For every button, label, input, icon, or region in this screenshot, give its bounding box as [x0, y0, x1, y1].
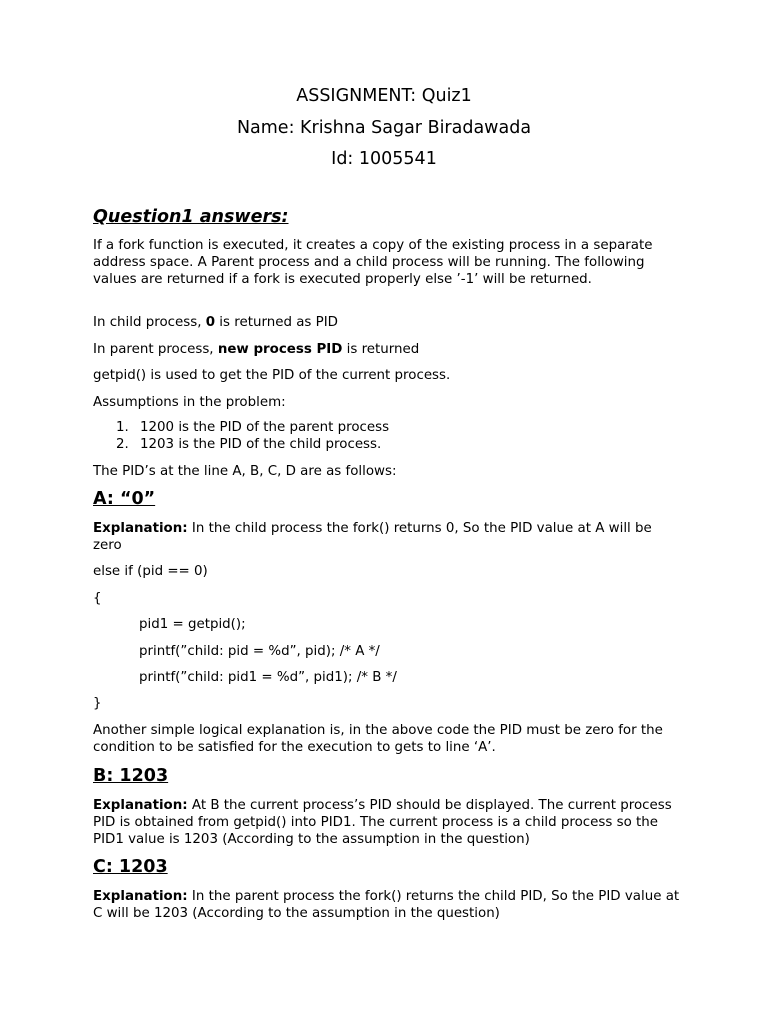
assignment-title: ASSIGNMENT: Quiz1: [296, 86, 472, 106]
child-process-line: [93, 314, 683, 331]
question1-heading: Question1 answers:: [93, 207, 289, 227]
assumptions-title: Assumptions in the problem:: [93, 395, 286, 410]
parent-suffix: is returned: [342, 342, 420, 357]
explanation-label: Explanation:: [93, 889, 188, 904]
answer-c-explanation: [93, 888, 683, 922]
code-line: else if (pid == 0): [93, 564, 208, 579]
child-suffix: is returned as PID: [215, 315, 338, 330]
code-line: pid1 = getpid();: [139, 617, 246, 632]
getpid-line: getpid() is used to get the PID of the current process.: [93, 368, 451, 383]
child-prefix: In child process,: [93, 315, 206, 330]
student-id: Id: 1005541: [331, 149, 437, 169]
explanation-text: In the child process the fork() returns 0, So the PID value at A will be zero: [93, 521, 652, 553]
parent-prefix: In parent process,: [93, 342, 218, 357]
child-bold: 0: [205, 315, 216, 330]
code-line: printf(”child: pid1 = %d”, pid1); /* B */: [139, 670, 397, 685]
answer-b-heading: B: 1203: [93, 766, 169, 786]
list-item-number: 2.: [116, 437, 129, 452]
logical-explanation: Another simple logical explanation is, in the above code the PID must be zero for the condition to be satisfied for the execution to gets to line ‘A’.: [93, 723, 663, 755]
explanation-text: At B the current process’s PID should be displayed. The current process PID is obtained from getpid() into PID1. The current process is a child process so the PID1 value is 1203 (According to the assumption in the question): [93, 798, 672, 847]
intro-paragraph: If a fork function is executed, it creates a copy of the existing process in a separate address space. A Parent process and a child process will be running. The following values are returned if a fork is executed properly else ’-1’ will be returned.: [93, 238, 653, 287]
list-item-text: 1200 is the PID of the parent process: [140, 420, 390, 435]
list-item-text: 1203 is the PID of the child process.: [140, 437, 382, 452]
explanation-label: Explanation:: [93, 798, 188, 813]
student-name: Name: Krishna Sagar Biradawada: [236, 118, 532, 138]
pid-lines-intro: The PID’s at the line A, B, C, D are as follows:: [93, 464, 397, 479]
code-line: }: [93, 696, 102, 711]
answer-a-heading: A: “0”: [93, 489, 156, 509]
list-item-number: 1.: [116, 420, 129, 435]
parent-process-line: [93, 341, 683, 358]
explanation-label: Explanation:: [93, 521, 188, 536]
code-line: {: [93, 591, 102, 606]
list-item: [116, 436, 381, 453]
answer-a-explanation: [93, 520, 683, 554]
answer-c-heading: C: 1203: [93, 857, 168, 877]
answer-b-explanation: [93, 797, 683, 848]
code-line: printf(”child: pid = %d”, pid); /* A */: [139, 644, 380, 659]
explanation-text: In the parent process the fork() returns the child PID, So the PID value at C will be 1203 (According to the assumption in the question): [93, 889, 680, 921]
list-item: [116, 419, 389, 436]
parent-bold: new process PID: [217, 342, 343, 357]
